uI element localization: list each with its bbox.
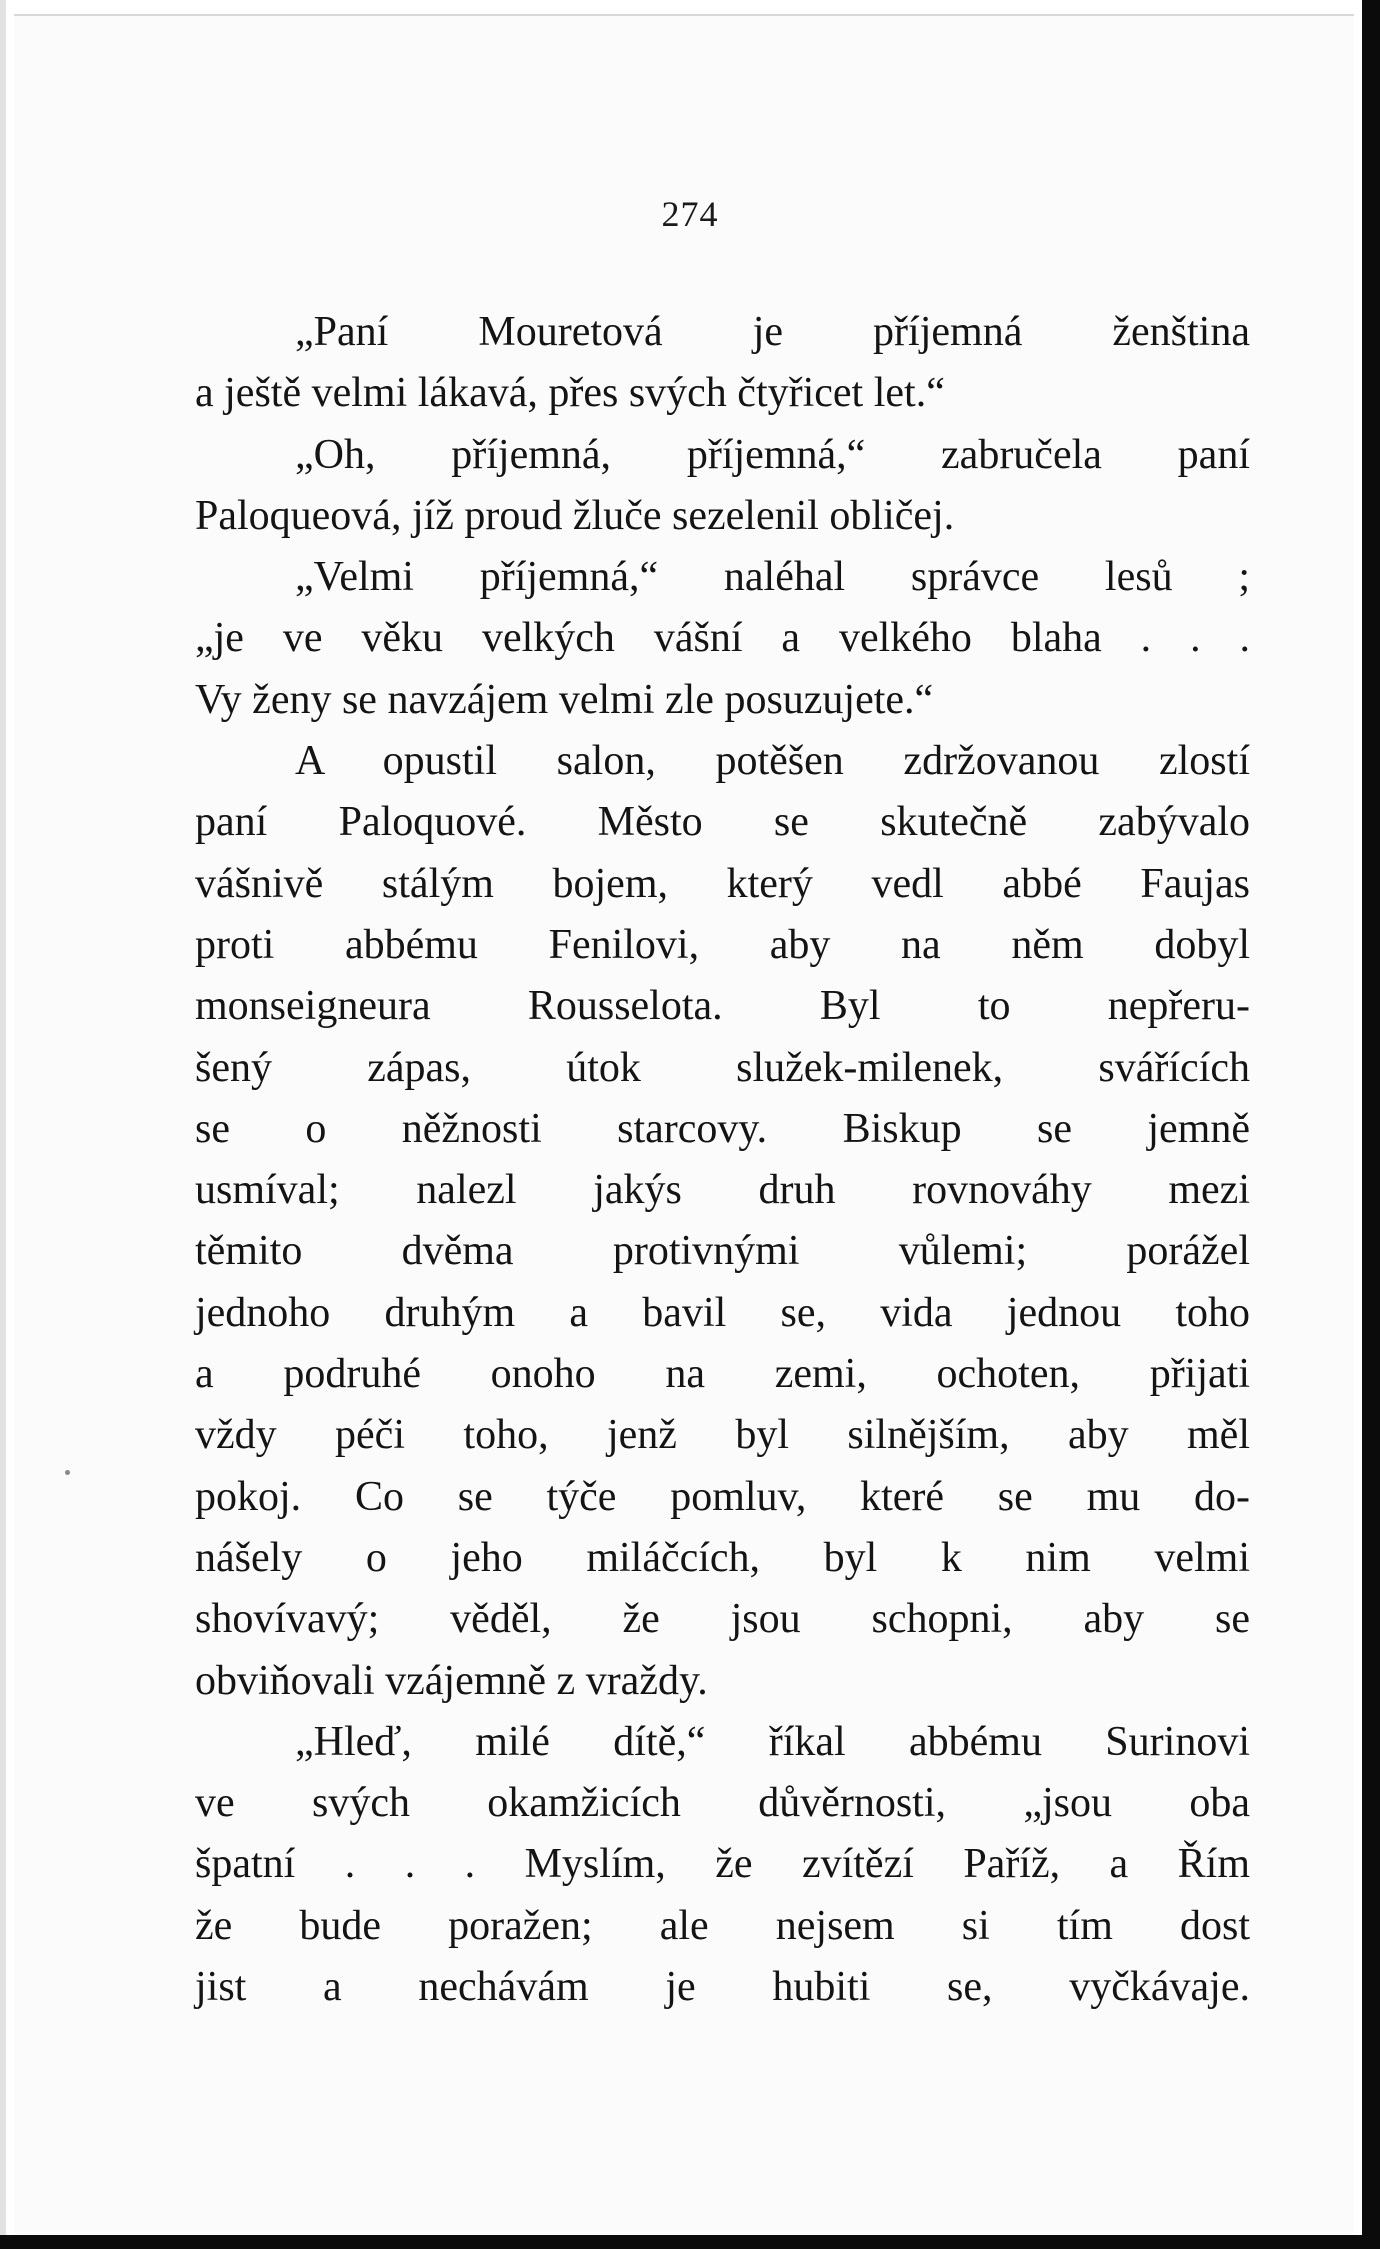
text-line: A opustil salon, potěšen zdržovanou zlostí bbox=[295, 738, 1250, 785]
text-line: „Paní Mouretová je příjemná ženština bbox=[295, 309, 1250, 355]
text-line: Paloqueová, jíž proud žluče sezelenil obličej. bbox=[195, 492, 955, 539]
text-line: Vy ženy se navzájem velmi zle posuzujete.“ bbox=[195, 676, 934, 723]
text-line: špatní . . . Myslím, že zvítězí Paříž, a Řím bbox=[195, 1841, 1250, 1888]
text-line: nášely o jeho miláčcích, byl k nim velmi bbox=[195, 1534, 1250, 1581]
text-line: a ještě velmi lákavá, přes svých čtyřicet let.“ bbox=[195, 370, 945, 417]
text-line: shovívavý; věděl, že jsou schopni, aby se bbox=[195, 1596, 1250, 1643]
text-line: „Velmi příjemná,“ naléhal správce lesů ; bbox=[295, 554, 1250, 601]
text-line: ve svých okamžicích důvěrnosti, „jsou oba bbox=[195, 1780, 1250, 1827]
text-line: pokoj. Co se týče pomluv, které se mu do- bbox=[195, 1473, 1250, 1520]
text-line: proti abbému Fenilovi, aby na něm dobyl bbox=[195, 921, 1250, 968]
text-line: usmíval; nalezl jakýs druh rovnováhy mezi bbox=[195, 1167, 1250, 1214]
scan-speck bbox=[65, 1470, 70, 1475]
page-number: 274 bbox=[661, 194, 719, 234]
text-line: se o něžnosti starcovy. Biskup se jemně bbox=[195, 1105, 1250, 1152]
text-line: monseigneura Rousselota. Byl to nepřeru- bbox=[195, 983, 1250, 1030]
text-line: jist a nechávám je hubiti se, vyčkávaje. bbox=[195, 1964, 1250, 2011]
text-line: paní Paloquové. Město se skutečně zabývalo bbox=[195, 799, 1250, 846]
text-line: „je ve věku velkých vášní a velkého blaha . . . bbox=[195, 615, 1250, 662]
text-line: vášnivě stálým bojem, který vedl abbé Faujas bbox=[195, 860, 1250, 907]
scan-left-edge bbox=[0, 0, 6, 2249]
text-line: „Oh, příjemná, příjemná,“ zabručela paní bbox=[295, 431, 1250, 478]
scan-right-border bbox=[1362, 0, 1380, 2249]
text-line: a podruhé onoho na zemi, ochoten, přijati bbox=[195, 1351, 1250, 1398]
text-line: „Hleď, milé dítě,“ říkal abbému Surinovi bbox=[295, 1718, 1250, 1765]
body-text bbox=[195, 302, 1250, 2018]
text-line: že bude poražen; ale nejsem si tím dost bbox=[195, 1902, 1250, 1949]
text-line: těmito dvěma protivnými vůlemi; porážel bbox=[195, 1228, 1250, 1275]
text-line: obviňovali vzájemně z vraždy. bbox=[195, 1657, 708, 1704]
text-line: jednoho druhým a bavil se, vida jednou toho bbox=[195, 1289, 1250, 1336]
text-line: šený zápas, útok služek-milenek, svářících bbox=[195, 1044, 1250, 1091]
scan-bottom-border bbox=[0, 2235, 1380, 2249]
text-line: vždy péči toho, jenž byl silnějším, aby měl bbox=[195, 1412, 1250, 1459]
